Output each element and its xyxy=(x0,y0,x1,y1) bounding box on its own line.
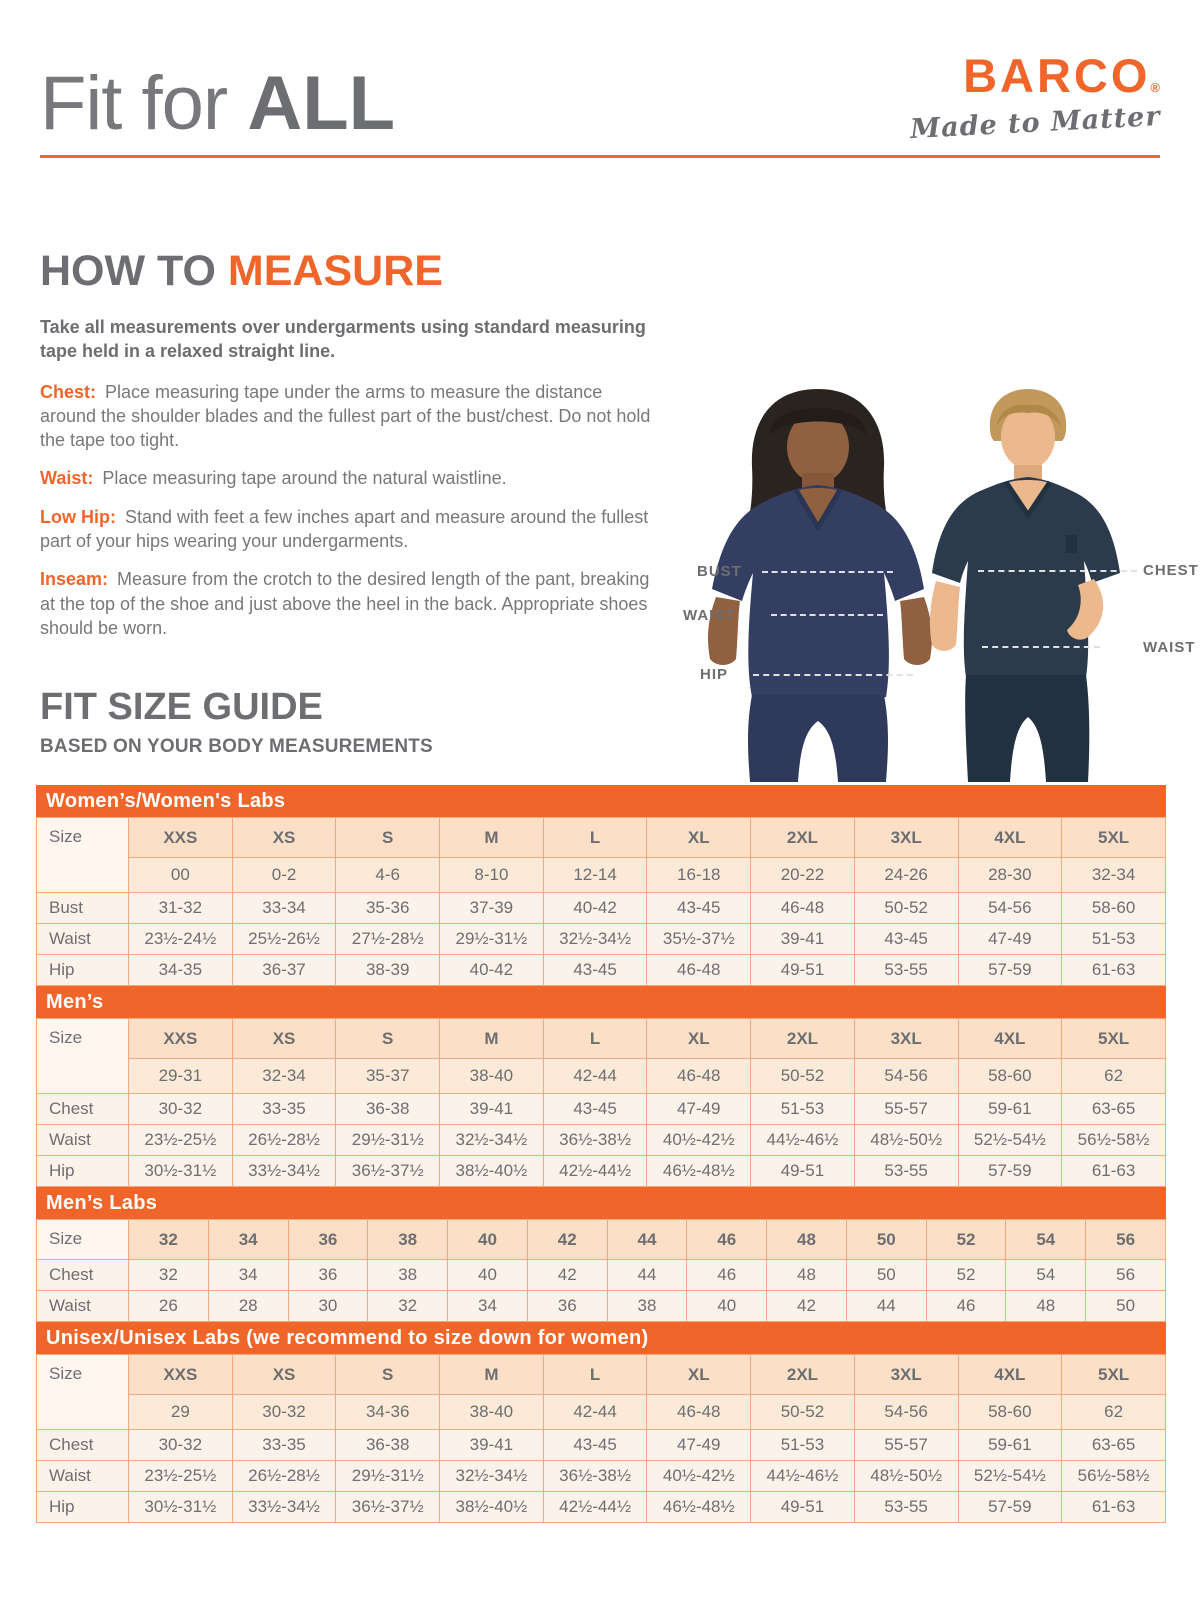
size-value-cell: 62 xyxy=(1062,1395,1166,1430)
measure-term: Inseam: xyxy=(40,569,109,590)
size-value-cell: 36 xyxy=(527,1291,607,1322)
size-value-cell: 40 xyxy=(448,1260,528,1291)
table-row xyxy=(37,858,1166,893)
waist-right-label: WAIST xyxy=(1143,639,1196,656)
size-value-cell: 44½-46½ xyxy=(751,1125,855,1156)
size-column-header: XL xyxy=(647,818,751,858)
size-value-cell: 39-41 xyxy=(440,1094,544,1125)
size-value-cell: 48 xyxy=(767,1260,847,1291)
size-value-cell: 58-60 xyxy=(958,1059,1062,1094)
table-row xyxy=(37,1156,1166,1187)
size-table-grid xyxy=(36,817,1166,986)
size-value-cell: 4-6 xyxy=(336,858,440,893)
size-value-cell: 29 xyxy=(129,1395,233,1430)
size-value-cell: 59-61 xyxy=(958,1094,1062,1125)
row-label: Hip xyxy=(37,1156,129,1187)
size-value-cell: 36 xyxy=(288,1260,368,1291)
size-value-cell: 30-32 xyxy=(232,1395,336,1430)
measure-instruction-list xyxy=(40,380,655,641)
size-column-header: XS xyxy=(232,1355,336,1395)
size-value-cell: 47-49 xyxy=(647,1094,751,1125)
waist-right-measure-line xyxy=(982,646,1100,648)
table-title-band: Unisex/Unisex Labs (we recommend to size down for women) xyxy=(36,1322,1166,1354)
size-value-cell: 23½-24½ xyxy=(129,924,233,955)
table-row xyxy=(37,1260,1166,1291)
size-value-cell: 43-45 xyxy=(854,924,958,955)
size-column-header: S xyxy=(336,1019,440,1059)
size-value-cell: 46 xyxy=(926,1291,1006,1322)
size-value-cell: 35½-37½ xyxy=(647,924,751,955)
fit-size-guide-title: FIT SIZE GUIDE xyxy=(40,686,323,728)
size-value-cell: 38 xyxy=(368,1260,448,1291)
row-label: Waist xyxy=(37,924,129,955)
size-value-cell: 46-48 xyxy=(647,1059,751,1094)
size-value-cell: 34 xyxy=(448,1291,528,1322)
size-value-cell: 25½-26½ xyxy=(232,924,336,955)
size-value-cell: 29½-31½ xyxy=(336,1461,440,1492)
size-value-cell: 61-63 xyxy=(1062,1156,1166,1187)
size-value-cell: 44 xyxy=(846,1291,926,1322)
size-value-cell: 63-65 xyxy=(1062,1430,1166,1461)
size-value-cell: 56½-58½ xyxy=(1062,1461,1166,1492)
size-column-header: 32 xyxy=(129,1220,209,1260)
size-value-cell: 24-26 xyxy=(854,858,958,893)
table-row xyxy=(37,1492,1166,1523)
size-value-cell: 30-32 xyxy=(129,1430,233,1461)
how-to-measure-section xyxy=(40,247,655,654)
size-column-header: XS xyxy=(232,1019,336,1059)
size-value-cell: 35-37 xyxy=(336,1059,440,1094)
brand-logo-text: BARCO xyxy=(963,49,1151,102)
size-value-cell: 40½-42½ xyxy=(647,1125,751,1156)
size-value-cell: 62 xyxy=(1062,1059,1166,1094)
size-value-cell: 57-59 xyxy=(958,1156,1062,1187)
size-column-header: 4XL xyxy=(958,1019,1062,1059)
size-value-cell: 46-48 xyxy=(751,893,855,924)
size-value-cell: 50-52 xyxy=(751,1059,855,1094)
size-value-cell: 35-36 xyxy=(336,893,440,924)
size-column-header: XXS xyxy=(129,1355,233,1395)
size-value-cell: 28-30 xyxy=(958,858,1062,893)
measure-instruction: Inseam: Measure from the crotch to the desired length of the pant, breaking at the top of the shoe and just above the heel in the back. Appropriate shoes should be worn. xyxy=(40,569,650,638)
table-row xyxy=(37,1291,1166,1322)
table-row xyxy=(37,1094,1166,1125)
size-value-cell: 33-34 xyxy=(232,893,336,924)
table-title-band: Men’s Labs xyxy=(36,1187,1166,1219)
size-value-cell: 51-53 xyxy=(1062,924,1166,955)
size-column-header: 3XL xyxy=(854,818,958,858)
size-table-grid xyxy=(36,1018,1166,1187)
size-value-cell: 42 xyxy=(767,1291,847,1322)
row-label: Hip xyxy=(37,955,129,986)
corner-label: Size xyxy=(37,1220,129,1260)
measure-instruction: Low Hip: Stand with feet a few inches apart and measure around the fullest part of your hips wearing your undergarments. xyxy=(40,506,649,552)
row-label: Chest xyxy=(37,1094,129,1125)
size-value-cell: 46-48 xyxy=(647,955,751,986)
size-value-cell: 32 xyxy=(368,1291,448,1322)
size-value-cell: 32½-34½ xyxy=(543,924,647,955)
woman-model-illustration xyxy=(708,389,932,782)
size-value-cell: 51-53 xyxy=(751,1094,855,1125)
size-column-header: 2XL xyxy=(751,818,855,858)
size-value-cell: 55-57 xyxy=(854,1430,958,1461)
size-value-cell: 12-14 xyxy=(543,858,647,893)
size-value-cell: 43-45 xyxy=(543,1094,647,1125)
size-value-cell: 28 xyxy=(208,1291,288,1322)
size-value-cell: 42 xyxy=(527,1260,607,1291)
size-value-cell: 26½-28½ xyxy=(232,1125,336,1156)
size-value-cell: 54-56 xyxy=(958,893,1062,924)
size-column-header: 52 xyxy=(926,1220,1006,1260)
size-value-cell: 49-51 xyxy=(751,1156,855,1187)
size-value-cell: 34-36 xyxy=(336,1395,440,1430)
row-label: Waist xyxy=(37,1125,129,1156)
fit-size-guide-subtitle: BASED ON YOUR BODY MEASUREMENTS xyxy=(40,736,433,757)
size-value-cell: 56 xyxy=(1086,1260,1166,1291)
size-value-cell: 49-51 xyxy=(751,955,855,986)
size-column-header: 38 xyxy=(368,1220,448,1260)
size-value-cell: 46½-48½ xyxy=(647,1156,751,1187)
size-table-grid xyxy=(36,1219,1166,1322)
size-value-cell: 54 xyxy=(1006,1260,1086,1291)
size-value-cell: 38½-40½ xyxy=(440,1156,544,1187)
hip-measure-line xyxy=(753,674,913,676)
size-value-cell: 34-35 xyxy=(129,955,233,986)
size-column-header: 34 xyxy=(208,1220,288,1260)
size-value-cell: 23½-25½ xyxy=(129,1461,233,1492)
size-column-header: 56 xyxy=(1086,1220,1166,1260)
size-value-cell: 38-39 xyxy=(336,955,440,986)
size-column-header: 40 xyxy=(448,1220,528,1260)
mens-labs-size-table xyxy=(36,1187,1166,1322)
size-value-cell: 30½-31½ xyxy=(129,1156,233,1187)
size-value-cell: 42½-44½ xyxy=(543,1492,647,1523)
size-column-header: 42 xyxy=(527,1220,607,1260)
row-label: Waist xyxy=(37,1291,129,1322)
fit-size-guide-header xyxy=(40,688,433,758)
table-row xyxy=(37,1430,1166,1461)
size-value-cell: 33-35 xyxy=(232,1430,336,1461)
table-row xyxy=(37,1125,1166,1156)
size-column-header: 4XL xyxy=(958,1355,1062,1395)
size-value-cell: 0-2 xyxy=(232,858,336,893)
page-title-bold: ALL xyxy=(247,61,396,146)
table-row xyxy=(37,1395,1166,1430)
size-value-cell: 38-40 xyxy=(440,1059,544,1094)
size-value-cell: 49-51 xyxy=(751,1492,855,1523)
size-column-header: 2XL xyxy=(751,1355,855,1395)
size-column-header: XL xyxy=(647,1355,751,1395)
brand-tagline: Made to Matter xyxy=(909,101,1161,146)
size-value-cell: 48½-50½ xyxy=(854,1461,958,1492)
size-value-cell: 43-45 xyxy=(647,893,751,924)
size-value-cell: 52 xyxy=(926,1260,1006,1291)
size-value-cell: 40½-42½ xyxy=(647,1461,751,1492)
size-column-header: M xyxy=(440,1019,544,1059)
size-value-cell: 36½-37½ xyxy=(336,1156,440,1187)
size-value-cell: 36-37 xyxy=(232,955,336,986)
table-row xyxy=(37,924,1166,955)
size-column-header: 44 xyxy=(607,1220,687,1260)
size-value-cell: 61-63 xyxy=(1062,1492,1166,1523)
chest-measure-line xyxy=(978,570,1137,572)
size-value-cell: 53-55 xyxy=(854,1156,958,1187)
how-to-measure-heading xyxy=(40,247,655,295)
size-value-cell: 42-44 xyxy=(543,1059,647,1094)
size-column-header: 5XL xyxy=(1062,818,1166,858)
size-value-cell: 16-18 xyxy=(647,858,751,893)
size-value-cell: 46-48 xyxy=(647,1395,751,1430)
size-value-cell: 50 xyxy=(1086,1291,1166,1322)
size-column-header: 2XL xyxy=(751,1019,855,1059)
size-value-cell: 43-45 xyxy=(543,955,647,986)
size-value-cell: 23½-25½ xyxy=(129,1125,233,1156)
size-value-cell: 47-49 xyxy=(647,1430,751,1461)
heading-gray-part: HOW TO xyxy=(40,247,228,295)
measure-term: Low Hip: xyxy=(40,506,116,527)
row-label: Waist xyxy=(37,1461,129,1492)
size-column-header: L xyxy=(543,818,647,858)
measure-term: Waist: xyxy=(40,468,94,489)
size-column-header: 4XL xyxy=(958,818,1062,858)
size-column-header: 5XL xyxy=(1062,1019,1166,1059)
size-value-cell: 33-35 xyxy=(232,1094,336,1125)
size-column-header: 46 xyxy=(687,1220,767,1260)
size-value-cell: 37-39 xyxy=(440,893,544,924)
waist-left-label: WAIST xyxy=(683,607,736,624)
size-value-cell: 33½-34½ xyxy=(232,1492,336,1523)
page-title-regular: Fit for xyxy=(40,61,248,146)
size-value-cell: 00 xyxy=(129,858,233,893)
size-value-cell: 30 xyxy=(288,1291,368,1322)
size-value-cell: 26 xyxy=(129,1291,209,1322)
size-value-cell: 57-59 xyxy=(958,1492,1062,1523)
brand-logo xyxy=(909,49,1161,146)
size-value-cell: 29½-31½ xyxy=(336,1125,440,1156)
row-label: Hip xyxy=(37,1492,129,1523)
size-table-grid xyxy=(36,1354,1166,1523)
size-value-cell: 31-32 xyxy=(129,893,233,924)
size-value-cell: 38 xyxy=(607,1291,687,1322)
size-value-cell: 8-10 xyxy=(440,858,544,893)
size-column-header: XXS xyxy=(129,818,233,858)
size-value-cell: 52½-54½ xyxy=(958,1125,1062,1156)
table-title-band: Men’s xyxy=(36,986,1166,1018)
size-value-cell: 36-38 xyxy=(336,1430,440,1461)
size-value-cell: 63-65 xyxy=(1062,1094,1166,1125)
table-title-band: Women’s/Women's Labs xyxy=(36,785,1166,817)
size-value-cell: 46½-48½ xyxy=(647,1492,751,1523)
table-row xyxy=(37,955,1166,986)
size-column-header: L xyxy=(543,1355,647,1395)
hip-label: HIP xyxy=(700,666,729,683)
mens-size-table xyxy=(36,986,1166,1187)
size-value-cell: 30-32 xyxy=(129,1094,233,1125)
size-column-header: L xyxy=(543,1019,647,1059)
size-column-header: XL xyxy=(647,1019,751,1059)
size-value-cell: 32-34 xyxy=(1062,858,1166,893)
size-value-cell: 58-60 xyxy=(1062,893,1166,924)
size-value-cell: 39-41 xyxy=(751,924,855,955)
bust-label: BUST xyxy=(697,563,742,580)
size-column-header: 50 xyxy=(846,1220,926,1260)
size-column-header: 48 xyxy=(767,1220,847,1260)
size-value-cell: 32 xyxy=(129,1260,209,1291)
size-value-cell: 55-57 xyxy=(854,1094,958,1125)
size-value-cell: 40-42 xyxy=(543,893,647,924)
size-value-cell: 48½-50½ xyxy=(854,1125,958,1156)
measure-instruction: Chest: Place measuring tape under the arms to measure the distance around the shoulder blades and the fullest part of the bust/chest. Do not hold the tape too tight. xyxy=(40,381,651,451)
page-title xyxy=(40,61,396,146)
size-value-cell: 40 xyxy=(687,1291,767,1322)
row-label: Bust xyxy=(37,893,129,924)
table-row xyxy=(37,1059,1166,1094)
chest-label: CHEST xyxy=(1143,562,1199,579)
size-column-header: 3XL xyxy=(854,1019,958,1059)
size-value-cell: 50-52 xyxy=(854,893,958,924)
size-column-header: 54 xyxy=(1006,1220,1086,1260)
size-value-cell: 54-56 xyxy=(854,1395,958,1430)
size-value-cell: 29½-31½ xyxy=(440,924,544,955)
size-value-cell: 61-63 xyxy=(1062,955,1166,986)
measure-term: Chest: xyxy=(40,381,97,402)
corner-label: Size xyxy=(37,1355,129,1430)
size-value-cell: 36½-38½ xyxy=(543,1461,647,1492)
size-column-header: M xyxy=(440,818,544,858)
registered-trademark-icon: ® xyxy=(1150,80,1160,95)
size-value-cell: 52½-54½ xyxy=(958,1461,1062,1492)
unisex-size-table xyxy=(36,1322,1166,1523)
waist-left-measure-line xyxy=(771,614,883,616)
corner-label: Size xyxy=(37,1019,129,1094)
size-value-cell: 38½-40½ xyxy=(440,1492,544,1523)
size-tables xyxy=(36,785,1166,1523)
size-value-cell: 53-55 xyxy=(854,1492,958,1523)
size-value-cell: 43-45 xyxy=(543,1430,647,1461)
row-label: Chest xyxy=(37,1430,129,1461)
measure-instruction: Waist: Place measuring tape around the natural waistline. xyxy=(40,468,507,489)
corner-label: Size xyxy=(37,818,129,893)
heading-orange-part: MEASURE xyxy=(227,247,443,295)
size-value-cell: 50 xyxy=(846,1260,926,1291)
size-value-cell: 42-44 xyxy=(543,1395,647,1430)
size-value-cell: 58-60 xyxy=(958,1395,1062,1430)
size-value-cell: 47-49 xyxy=(958,924,1062,955)
size-value-cell: 27½-28½ xyxy=(336,924,440,955)
row-label: Chest xyxy=(37,1260,129,1291)
size-value-cell: 46 xyxy=(687,1260,767,1291)
size-value-cell: 44 xyxy=(607,1260,687,1291)
size-value-cell: 53-55 xyxy=(854,955,958,986)
size-value-cell: 51-53 xyxy=(751,1430,855,1461)
size-column-header: 3XL xyxy=(854,1355,958,1395)
size-value-cell: 20-22 xyxy=(751,858,855,893)
size-value-cell: 59-61 xyxy=(958,1430,1062,1461)
size-value-cell: 39-41 xyxy=(440,1430,544,1461)
size-value-cell: 29-31 xyxy=(129,1059,233,1094)
header-divider xyxy=(40,155,1160,158)
size-value-cell: 32½-34½ xyxy=(440,1125,544,1156)
size-value-cell: 36½-37½ xyxy=(336,1492,440,1523)
size-value-cell: 38-40 xyxy=(440,1395,544,1430)
size-value-cell: 34 xyxy=(208,1260,288,1291)
size-value-cell: 40-42 xyxy=(440,955,544,986)
size-column-header: S xyxy=(336,1355,440,1395)
size-column-header: 5XL xyxy=(1062,1355,1166,1395)
size-value-cell: 56½-58½ xyxy=(1062,1125,1166,1156)
size-column-header: XXS xyxy=(129,1019,233,1059)
size-column-header: S xyxy=(336,818,440,858)
man-model-illustration xyxy=(930,389,1120,782)
table-row xyxy=(37,1461,1166,1492)
table-row xyxy=(37,893,1166,924)
size-value-cell: 32½-34½ xyxy=(440,1461,544,1492)
size-value-cell: 26½-28½ xyxy=(232,1461,336,1492)
size-value-cell: 54-56 xyxy=(854,1059,958,1094)
size-value-cell: 33½-34½ xyxy=(232,1156,336,1187)
womens-size-table xyxy=(36,785,1166,986)
size-column-header: M xyxy=(440,1355,544,1395)
size-value-cell: 57-59 xyxy=(958,955,1062,986)
size-column-header: XS xyxy=(232,818,336,858)
size-value-cell: 48 xyxy=(1006,1291,1086,1322)
models-photo xyxy=(650,375,1200,782)
size-value-cell: 42½-44½ xyxy=(543,1156,647,1187)
size-value-cell: 44½-46½ xyxy=(751,1461,855,1492)
size-value-cell: 50-52 xyxy=(751,1395,855,1430)
size-value-cell: 30½-31½ xyxy=(129,1492,233,1523)
measure-intro: Take all measurements over undergarments using standard measuring tape held in a relaxed straight line. xyxy=(40,317,646,362)
size-value-cell: 32-34 xyxy=(232,1059,336,1094)
size-value-cell: 36½-38½ xyxy=(543,1125,647,1156)
size-column-header: 36 xyxy=(288,1220,368,1260)
size-value-cell: 36-38 xyxy=(336,1094,440,1125)
bust-measure-line xyxy=(762,571,893,573)
